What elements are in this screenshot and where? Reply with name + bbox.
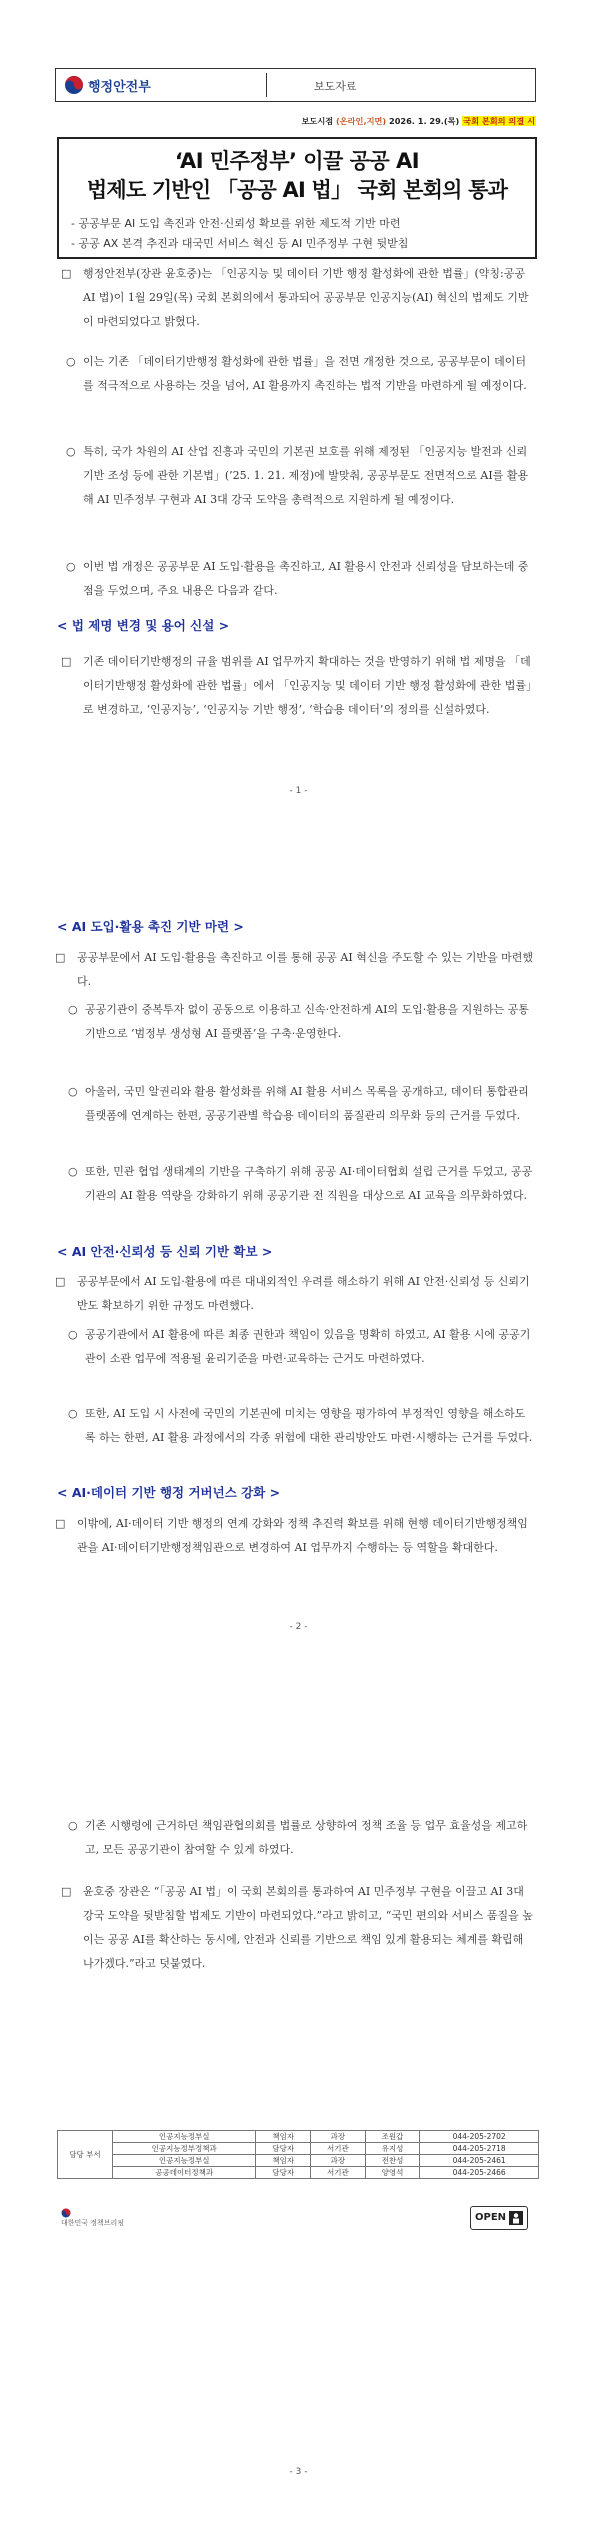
paragraph-text: 또한, 민관 협업 생태계의 기반을 구축하기 위해 공공 AI·데이터협회 설립 근거를 두었고, 공공기관의 AI 활용 역량을 강화하기 위해 공공기관 전 직원을 대상으로 AI 교육을 의무화하였다. bbox=[85, 1165, 533, 1202]
embargo-label: 보도시점 bbox=[301, 116, 334, 126]
table-cell: 인공지능정부실 bbox=[113, 2155, 256, 2167]
title-line-1: ‘AI 민주정부’ 이끌 공공 AI bbox=[174, 149, 420, 173]
page-number: - 2 - bbox=[289, 1622, 308, 1632]
open-license-badge bbox=[470, 2206, 528, 2230]
paragraph-text: 공공부문에서 AI 도입·활용을 촉진하고 이를 통해 공공 AI 혁신을 주도할 수 있는 기반을 마련했다. bbox=[77, 951, 534, 988]
page-number: - 3 - bbox=[289, 2467, 308, 2477]
paragraph bbox=[66, 555, 535, 603]
press-header bbox=[55, 68, 536, 102]
table-cell: 담당자 bbox=[256, 2167, 311, 2179]
paragraph-text: 아울러, 국민 알권리와 활용 활성화를 위해 AI 활용 서비스 목록을 공개하고, 데이터 통합관리 플랫폼에 연계하는 한편, 공공기관별 학습용 데이터의 품질관리 의무화 등의 근거를 두었다. bbox=[85, 1085, 529, 1122]
paragraph-text: 기존 데이터기반행정의 규율 범위를 AI 업무까지 확대하는 것을 반영하기 위해 법 제명을 「데이터기반행정 활성화에 관한 법률」에서 「인공지능 및 데이터 기반 행정 활성화에 관한 법률」로 변경하고, ‘인공지능’, ‘인공지능 기반 행정’, ‘학습용 데이터’의 정의를 신설하였다. bbox=[83, 655, 532, 716]
doc-type-label: 보도자료 bbox=[314, 80, 357, 93]
header-divider bbox=[266, 73, 267, 97]
taegeuk-icon bbox=[64, 75, 84, 95]
table-cell: 044-205-2718 bbox=[420, 2143, 539, 2155]
circle-bullet: ○ bbox=[68, 1003, 78, 1016]
embargo-when: (온라인,지면) bbox=[336, 116, 387, 126]
paragraph bbox=[66, 350, 535, 398]
paragraph-text: 이는 기존 「데이터기반행정 활성화에 관한 법률」을 전면 개정한 것으로, 공공부문이 데이터를 적극적으로 사용하는 것을 넘어, AI 활용까지 촉진하는 법적 기반을 마련하게 될 예정이다. bbox=[83, 355, 527, 392]
square-bullet: □ bbox=[55, 951, 66, 964]
section-heading: < AI 도입·활용 촉진 기반 마련 > bbox=[57, 919, 244, 934]
table-cell: 책임자 bbox=[256, 2131, 311, 2143]
paragraph-text: 공공기관이 중복투자 없이 공동으로 이용하고 신속·안전하게 AI의 도입·활용을 지원하는 공통기반으로 ‘범정부 생성형 AI 플랫폼’을 구축·운영한다. bbox=[85, 1003, 529, 1040]
paragraph-text: 특히, 국가 차원의 AI 산업 진흥과 국민의 기본권 보호를 위해 제정된 「인공지능 발전과 신뢰 기반 조성 등에 관한 기본법」(’25. 1. 21. 제정)에 발맞춰, 공공부문도 전면적으로 AI를 활용해 AI 민주정부 구현과 AI 3대 강국 도약을 총력적으로 지원하게 될 예정이다. bbox=[83, 445, 529, 506]
table-cell: 044-205-2702 bbox=[420, 2131, 539, 2143]
paragraph bbox=[61, 262, 535, 334]
circle-bullet: ○ bbox=[68, 1819, 78, 1832]
circle-bullet: ○ bbox=[66, 445, 76, 458]
title-box bbox=[57, 137, 537, 259]
dept-label-cell: 담당 부서 bbox=[58, 2131, 113, 2179]
table-cell: 유지성 bbox=[365, 2143, 420, 2155]
circle-bullet: ○ bbox=[68, 1085, 78, 1098]
paragraph-text: 이밖에, AI·데이터 기반 행정의 연계 강화와 정책 추진력 확보를 위해 현행 데이터기반행정책임관을 AI·데이터기반행정책임관으로 변경하여 AI 업무까지 수행하는 등 역할을 확대한다. bbox=[77, 1517, 528, 1554]
square-bullet: □ bbox=[55, 1517, 66, 1530]
square-bullet: □ bbox=[61, 267, 72, 280]
paragraph bbox=[55, 1512, 535, 1560]
table-cell: 조원갑 bbox=[365, 2131, 420, 2143]
subtitle-2: - 공공 AX 본격 추진과 대국민 서비스 혁신 등 AI 민주정부 구현 뒷받침 bbox=[71, 237, 409, 250]
embargo-date: 2026. 1. 29.(목) bbox=[389, 116, 460, 126]
paragraph bbox=[66, 440, 535, 512]
paragraph bbox=[55, 1270, 535, 1318]
table-cell: 담당자 bbox=[256, 2143, 311, 2155]
square-bullet: □ bbox=[55, 1275, 66, 1288]
table-cell: 양영석 bbox=[365, 2167, 420, 2179]
paragraph-text: 또한, AI 도입 시 사전에 국민의 기본권에 미치는 영향을 평가하여 부정적인 영향을 해소하도록 하는 한편, AI 활용 과정에서의 각종 위험에 대한 관리방안도 마련·시행하는 근거를 두었다. bbox=[85, 1407, 533, 1444]
square-bullet: □ bbox=[61, 655, 72, 668]
table-cell: 044-205-2461 bbox=[420, 2155, 539, 2167]
paragraph bbox=[61, 650, 535, 722]
paragraph bbox=[68, 1323, 535, 1371]
policy-briefing-text: 대한민국 정책브리핑 bbox=[61, 2219, 125, 2227]
policy-briefing-logo bbox=[61, 2208, 131, 2230]
embargo-line bbox=[302, 116, 537, 127]
title-line-2: 법제도 기반인 「공공 AI 법」 국회 본회의 통과 bbox=[86, 178, 508, 202]
circle-bullet: ○ bbox=[68, 1165, 78, 1178]
table-row bbox=[58, 2143, 539, 2155]
table-cell: 과장 bbox=[311, 2155, 366, 2167]
section-heading: < AI 안전·신뢰성 등 신뢰 기반 확보 > bbox=[57, 1244, 273, 1259]
paragraph-text: 이번 법 개정은 공공부문 AI 도입·활용을 촉진하고, AI 활용시 안전과 신뢰성을 담보하는데 중점을 두었으며, 주요 내용은 다음과 같다. bbox=[83, 560, 529, 597]
paragraph-text: 행정안전부(장관 윤호중)는 「인공지능 및 데이터 기반 행정 활성화에 관한 법률」(약칭:공공 AI 법)이 1월 29일(목) 국회 본회의에서 통과되어 공공부문 인공지능(AI) 혁신의 법제도 기반이 마련되었다고 밝혔다. bbox=[83, 267, 529, 328]
paragraph bbox=[55, 946, 535, 994]
person-icon bbox=[509, 2211, 523, 2225]
open-badge-text: OPEN bbox=[475, 2212, 507, 2223]
paragraph bbox=[68, 1080, 535, 1128]
paragraph-text: 윤호중 장관은 “「공공 AI 법」이 국회 본회의를 통과하여 AI 민주정부 구현을 이끌고 AI 3대 강국 도약을 뒷받침할 법제도 기반이 마련되었다.”라고 밝히고, “국민 편의와 서비스 품질을 높이는 공공 AI를 확산하는 동시에, 안전과 신뢰를 기반으로 책임 있게 활용되는 체계를 확립해 나가겠다.”라고 덧붙였다. bbox=[83, 1885, 533, 1970]
circle-bullet: ○ bbox=[66, 560, 76, 573]
table-cell: 책임자 bbox=[256, 2155, 311, 2167]
paragraph-text: 공공기관에서 AI 활용에 따른 최종 권한과 책임이 있음을 명확히 하였고, AI 활용 시에 공공기관이 소관 업무에 적용될 윤리기준을 마련·교육하는 근거도 마련하였다. bbox=[85, 1328, 531, 1365]
paragraph bbox=[61, 1880, 535, 1976]
paragraph bbox=[68, 998, 535, 1046]
page-number: - 1 - bbox=[289, 786, 308, 796]
table-cell: 서기관 bbox=[311, 2167, 366, 2179]
table-row bbox=[58, 2155, 539, 2167]
ministry-logo bbox=[64, 74, 176, 96]
paragraph bbox=[68, 1160, 535, 1208]
paragraph bbox=[68, 1814, 535, 1862]
table-cell: 인공지능정부정책과 bbox=[113, 2143, 256, 2155]
paragraph-text: 기존 시행령에 근거하던 책임관협의회를 법률로 상향하여 정책 조율 등 업무 효율성을 제고하고, 모든 공공기관이 참여할 수 있게 하였다. bbox=[85, 1819, 528, 1856]
taegeuk-small-icon bbox=[61, 2208, 71, 2218]
section-heading: < 법 제명 변경 및 용어 신설 > bbox=[57, 618, 230, 633]
table-row bbox=[58, 2131, 539, 2143]
table-row bbox=[58, 2167, 539, 2179]
table-cell: 과장 bbox=[311, 2131, 366, 2143]
circle-bullet: ○ bbox=[68, 1328, 78, 1341]
paragraph-text: 공공부문에서 AI 도입·활용에 따른 대내외적인 우려를 해소하기 위해 AI 안전·신뢰성 등 신뢰기반도 확보하기 위한 규정도 마련했다. bbox=[77, 1275, 530, 1312]
ministry-name: 행정안전부 bbox=[88, 79, 151, 95]
paragraph bbox=[68, 1402, 535, 1450]
circle-bullet: ○ bbox=[66, 355, 76, 368]
square-bullet: □ bbox=[61, 1885, 72, 1898]
table-cell: 공공데이터정책과 bbox=[113, 2167, 256, 2179]
contact-table bbox=[57, 2130, 539, 2179]
subtitle-1: - 공공부문 AI 도입 촉진과 안전·신뢰성 확보를 위한 제도적 기반 마련 bbox=[71, 217, 401, 230]
table-cell: 인공지능정부실 bbox=[113, 2131, 256, 2143]
table-cell: 서기관 bbox=[311, 2143, 366, 2155]
circle-bullet: ○ bbox=[68, 1407, 78, 1420]
section-heading: < AI·데이터 기반 행정 거버넌스 강화 > bbox=[57, 1485, 281, 1500]
table-cell: 전찬성 bbox=[365, 2155, 420, 2167]
table-cell: 044-205-2466 bbox=[420, 2167, 539, 2179]
embargo-note: 국회 본회의 의결 시 bbox=[463, 116, 535, 126]
